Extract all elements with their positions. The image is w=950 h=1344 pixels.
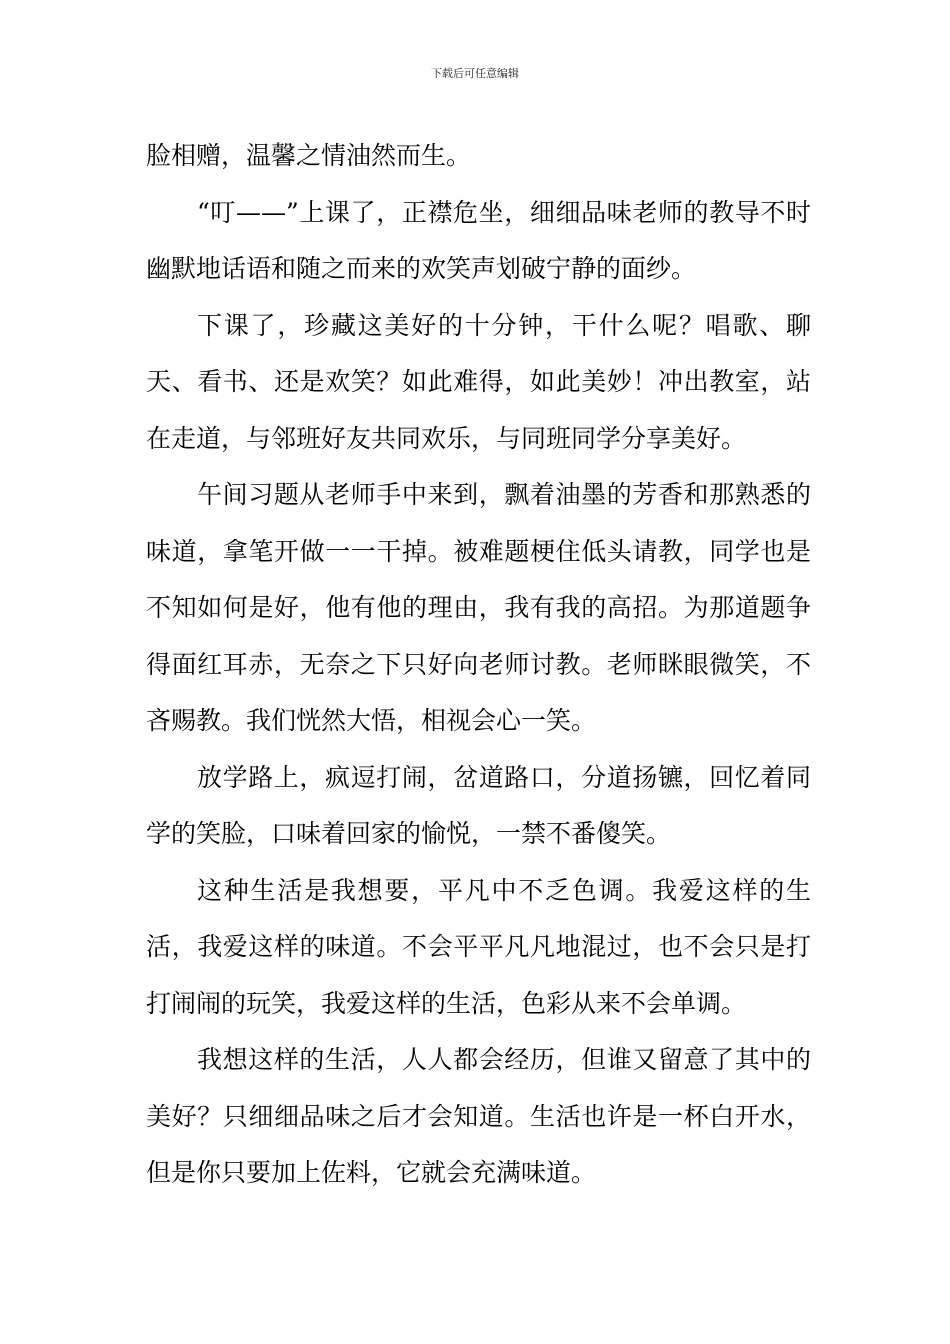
paragraph-1: 脸相赠，温馨之情油然而生。 [146, 141, 472, 170]
paragraph-6: 这种生活是我想要，平凡中不乏色调。我爱这样的生活，我爱这样的味道。不会平平凡凡地混过，也不会只是打打闹闹的玩笑，我爱这样的生活，色彩从来不会单调。 [146, 875, 811, 1018]
paragraph-7: 我想这样的生活，人人都会经历，但谁又留意了其中的美好？只细细品味之后才会知道。生活也许是一杯白开水，但是你只要加上佐料，它就会充满味道。 [146, 1045, 811, 1187]
paragraph-4: 午间习题从老师手中来到，飘着油墨的芳香和那熟悉的味道，拿笔开做一一干掉。被难题梗住低头请教，同学也是不知如何是好，他有他的理由，我有我的高招。为那道题争得面红耳赤，无奈之下只好向老师讨教。老师眯眼微笑，不吝赐教。我们恍然大悟，相视会心一笑。 [146, 480, 811, 735]
paragraph-5: 放学路上，疯逗打闹，岔道路口，分道扬镳，回忆着同学的笑脸，口味着回家的愉悦，一禁不番傻笑。 [146, 762, 811, 848]
document-body [146, 128, 811, 1202]
paragraph-3: 下课了，珍藏这美好的十分钟，干什么呢？唱歌、聊天、看书、还是欢笑？如此难得，如此美妙！冲出教室，站在走道，与邻班好友共同欢乐，与同班同学分享美好。 [146, 310, 811, 453]
page-header-note: 下载后可任意编辑 [431, 67, 519, 80]
paragraph-2: “叮——”上课了，正襟危坐，细细品味老师的教导不时幽默地话语和随之而来的欢笑声划破宁静的面纱。 [146, 197, 811, 283]
